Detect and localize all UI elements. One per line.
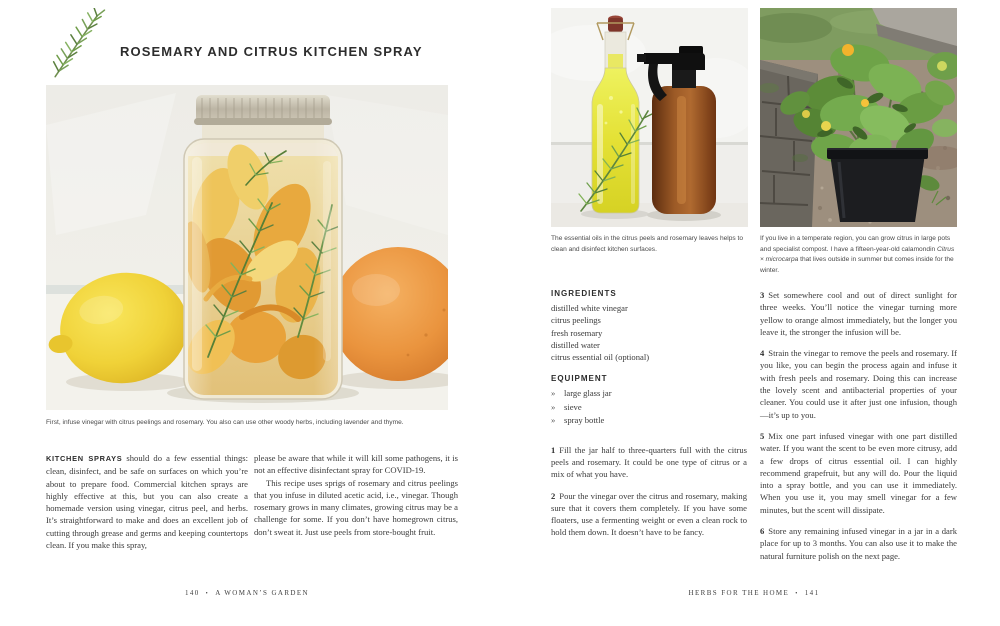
ingredient-item: citrus essential oil (optional) [551,352,650,363]
hero-photo-caption: First, infuse vinegar with citrus peelings and rosemary. You also can use other woody herbs, including lavender and thyme. [46,419,404,426]
equipment-item: » spray bottle [551,414,747,427]
rosemary-sprig-graphic [40,8,118,82]
ingredients-list [551,302,747,363]
step-1: 1 Fill the jar half to three-quarters full with the citrus peels and rosemary. It could be one type of citrus or a mix of what you have. [551,444,747,480]
guillemet-bullet: » [551,415,556,426]
ingredient-item: fresh rosemary [551,327,603,338]
section-title: HERBS FOR THE HOME [688,589,790,597]
page-number-right: 141 [804,589,820,597]
step-5: 5 Mix one part infused vinegar with one part distilled water. If you want the scent to be even more citrusy, add a few drops of citrus essential oil. I can highly recommend grapefruit, but any will do. Pour the liquid into a spray bottle, and you can use it immediately. When you use it, you may smell vinegar for a few minutes, but the scent will dissipate. [760,430,957,515]
equipment-heading: EQUIPMENT [551,374,608,384]
bottles-graphic [551,8,748,227]
equipment-item: » sieve [551,401,747,414]
ingredient-item: distilled white vinegar [551,303,628,313]
body-col1-text: should do a few essential things: clean, disinfect, and be safe on surfaces on which you’re about to prepare food. Commercial kitchen sprays are highly effective at this, but you can also create a homemade version using vinegar, citrus peel, and herbs. It’s straightforward to make and does an excellent job of cutting through grease and germs and keeping countertops clean. If you make this spray, [46,453,248,551]
footer-separator: • [795,591,799,597]
body-col2-paragraph-2: This recipe uses sprigs of rosemary and citrus peelings that you infuse in diluted acetic acid, i.e., vinegar. Though rosemary grows in many climates, growing citrus may be a challenge for some. If you don’t have homegrown citrus, don’t sweat it. Just use peels from store-bought fruit. [254,477,458,537]
footer-separator: • [205,591,210,597]
citrus-plant-graphic [760,8,957,227]
step-2: 2 Pour the vinegar over the citrus and rosemary, making sure that it covers them completely. If you have some floaters, use a fermenting weight or even a clean rock to hold them down. It doesn’t have to be fancy. [551,490,747,538]
ingredient-item: distilled water [551,339,600,350]
ingredient-item: citrus peelings [551,315,601,326]
guillemet-bullet: » [551,388,556,399]
stone-wall-graphic [760,60,818,227]
jar-graphic [46,85,448,410]
rosemary-sprig-illustration [40,8,118,82]
bottles-photo [551,8,748,227]
book-title: A WOMAN’S GARDEN [215,589,310,597]
hero-photo-jar [46,85,448,410]
plant-caption-post: that lives outside in summer but comes inside for the winter. [760,256,954,274]
ingredients-heading: INGREDIENTS [551,289,617,298]
body-column-2 [254,452,458,538]
recipe-right-column [760,289,957,571]
footer-left [46,589,448,597]
plant-photo-caption [760,234,957,276]
step-4: 4 Strain the vinegar to remove the peels and rosemary. If you like, you can begin the process again and infuse it with fresh peels and rosemary. Doing this can increase the lovely scent and antibacterial properties of your cleaner. You could use it after just one infusion, though—it’s up to you. [760,348,957,420]
guillemet-bullet: » [551,401,556,412]
citrus-plant-photo [760,8,957,227]
plant-pot-graphic [827,148,928,222]
recipe-middle-column [551,289,747,548]
equipment-item: » large glass jar [551,387,747,400]
body-col2-paragraph-1: please be aware that while it will kill some pathogens, it is not an effective disinfectant spray for COVID-19. [254,453,458,476]
equipment-list [551,387,747,427]
plant-caption-pre: If you live in a temperate region, you can grow citrus in large pots and specialist compost. I have a fifteen-year-old calamondin [760,235,951,253]
body-column-1 [46,452,248,551]
bottles-photo-caption: The essential oils in the citrus peels and rosemary leaves helps to clean and disinfect kitchen surfaces. [551,235,744,253]
footer-right [551,589,957,597]
page-number-left: 140 [184,589,200,597]
steps-1-2 [551,444,747,539]
plant-caption-botanical-name: Citrus × microcarpa [760,245,955,264]
body-lead-in: KITCHEN SPRAYS [46,454,123,463]
step-3: 3 Set somewhere cool and out of direct sunlight for three weeks. You’ll notice the vinegar turning more yellow to orange almost immediately, but the longer you leave it, the stronger the infusion will be. [760,290,957,337]
page-title: ROSEMARY AND CITRUS KITCHEN SPRAY [120,44,423,59]
mason-jar-graphic [177,95,342,399]
step-6: 6 Store any remaining infused vinegar in a jar in a dark place for up to 3 months. You can also use it to make the natural furniture polish on the next page. [760,526,957,561]
